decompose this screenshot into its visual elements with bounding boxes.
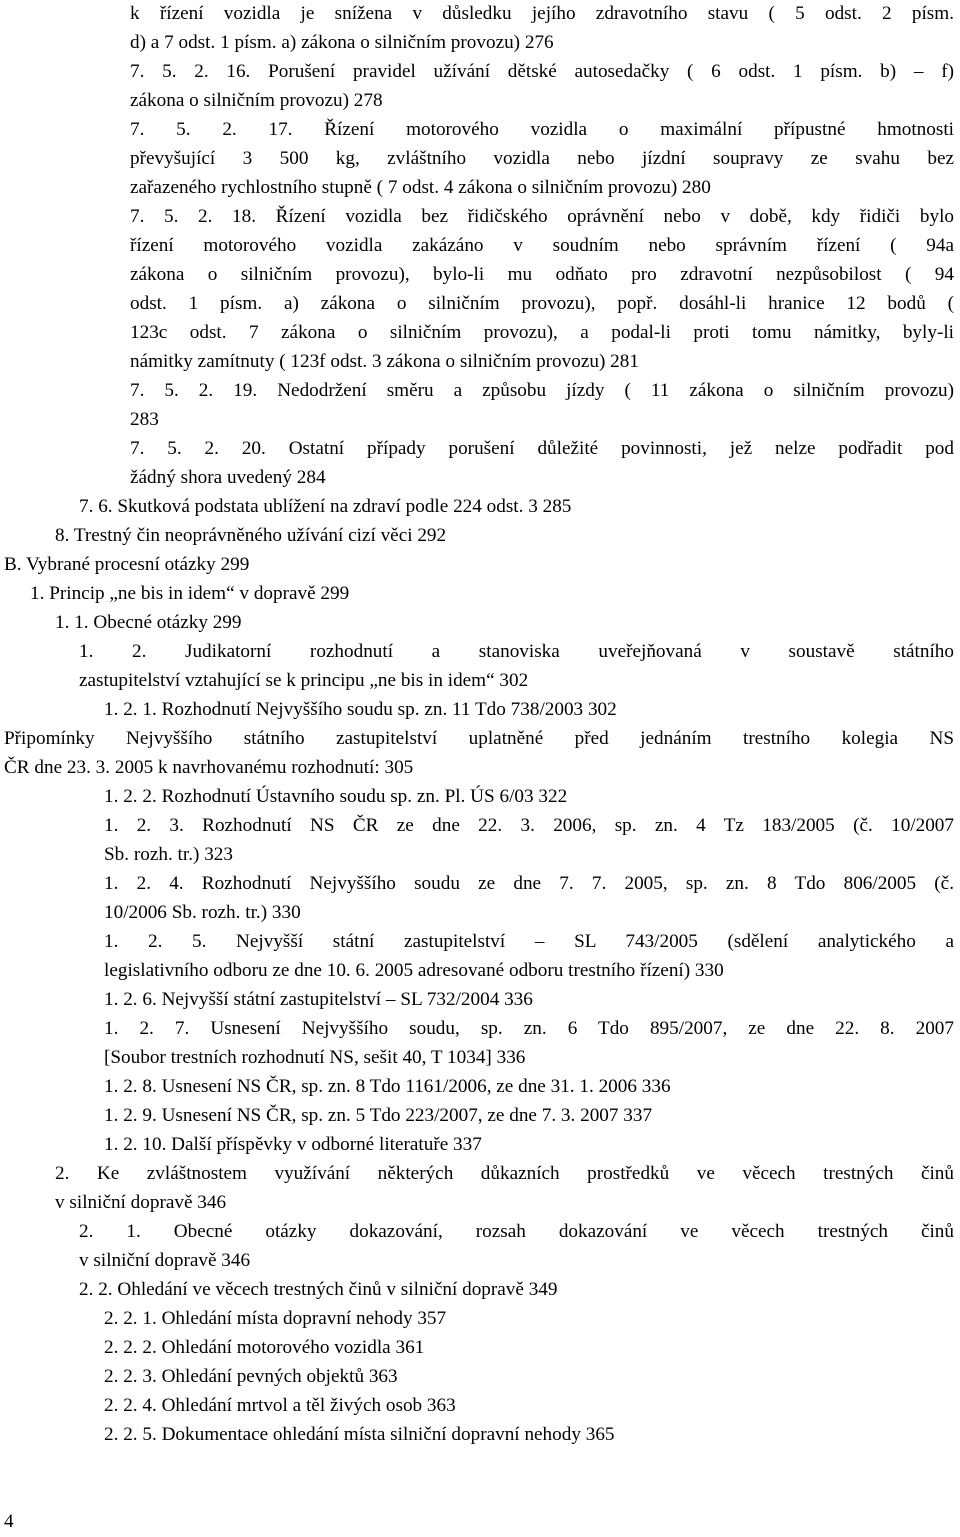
toc-line: 7. 6. Skutková podstata ublížení na zdraví podle 224 odst. 3 285 [79, 496, 572, 517]
toc-line: 1. 2. 4. Rozhodnutí Nejvyššího soudu ze dne 7. 7. 2005, sp. zn. 8 Tdo 806/2005 (č. [104, 873, 954, 894]
toc-entry [55, 1159, 954, 1217]
toc-entry [104, 1101, 954, 1130]
toc-line: 7. 5. 2. 16. Porušení pravidel užívání dětské autosedačky ( 6 odst. 1 písm. b) – f) [130, 61, 954, 82]
toc-line: 2. 2. 3. Ohledání pevných objektů 363 [104, 1366, 398, 1387]
toc-line: 1. 2. 1. Rozhodnutí Nejvyššího soudu sp. zn. 11 Tdo 738/2003 302 [104, 699, 617, 720]
toc-entry [4, 724, 954, 782]
toc-entry [130, 434, 954, 492]
toc-entry [79, 1275, 954, 1304]
toc-line: 2. 2. 5. Dokumentace ohledání místa silniční dopravní nehody 365 [104, 1424, 615, 1445]
toc-line: 10/2006 Sb. rozh. tr.) 330 [104, 902, 301, 923]
toc-entry [104, 1391, 954, 1420]
toc-line: legislativního odboru ze dne 10. 6. 2005 adresované odboru trestního řízení) 330 [104, 960, 724, 981]
toc-line: 1. 2. 7. Usnesení Nejvyššího soudu, sp. zn. 6 Tdo 895/2007, ze dne 22. 8. 2007 [104, 1018, 954, 1039]
toc-line: 7. 5. 2. 20. Ostatní případy porušení důležité povinnosti, jež nelze podřadit pod [130, 438, 954, 459]
toc-line: 2. Ke zvláštnostem využívání některých důkazních prostředků ve věcech trestných činů [55, 1163, 954, 1184]
toc-entry [104, 811, 954, 869]
toc-line: k řízení vozidla je snížena v důsledku jejího zdravotního stavu ( 5 odst. 2 písm. [130, 3, 954, 24]
toc-line: 1. 2. 6. Nejvyšší státní zastupitelství – SL 732/2004 336 [104, 989, 533, 1010]
toc-line: v silniční dopravě 346 [79, 1250, 251, 1271]
toc-line: 1. 2. 3. Rozhodnutí NS ČR ze dne 22. 3. 2006, sp. zn. 4 Tz 183/2005 (č. 10/2007 [104, 815, 954, 836]
toc-entry [30, 579, 954, 608]
toc-entry [104, 985, 954, 1014]
toc-line: v silniční dopravě 346 [55, 1192, 227, 1213]
toc-entry [55, 608, 954, 637]
toc-entry [79, 492, 954, 521]
toc-line: zařazeného rychlostního stupně ( 7 odst. 4 zákona o silničním provozu) 280 [130, 177, 711, 198]
toc-entry [104, 869, 954, 927]
toc-entry [55, 521, 954, 550]
toc-entry [104, 1014, 954, 1072]
toc-line: 7. 5. 2. 17. Řízení motorového vozidla o maximální přípustné hmotnosti [130, 119, 954, 140]
toc-line: 8. Trestný čin neoprávněného užívání cizí věci 292 [55, 525, 447, 546]
toc-line: Sb. rozh. tr.) 323 [104, 844, 233, 865]
toc-entry [130, 115, 954, 202]
toc-line: 2. 1. Obecné otázky dokazování, rozsah dokazování ve věcech trestných činů [79, 1221, 954, 1242]
toc-line: převyšující 3 500 kg, zvláštního vozidla nebo jízdní soupravy ze svahu bez [130, 148, 954, 169]
toc-entry [130, 57, 954, 115]
toc-line: 1. 1. Obecné otázky 299 [55, 612, 242, 633]
page-number: 4 [4, 1511, 14, 1532]
toc-entry [104, 1304, 954, 1333]
toc-line: ČR dne 23. 3. 2005 k navrhovanému rozhodnutí: 305 [4, 757, 414, 778]
toc-entry [79, 1217, 954, 1275]
toc-line: 2. 2. 1. Ohledání místa dopravní nehody 357 [104, 1308, 447, 1329]
toc-line: zákona o silničním provozu) 278 [130, 90, 383, 111]
toc-line: d) a 7 odst. 1 písm. a) zákona o silničním provozu) 276 [130, 32, 554, 53]
toc-line: 1. 2. 5. Nejvyšší státní zastupitelství – SL 743/2005 (sdělení analytického a [104, 931, 954, 952]
toc-entry [104, 1333, 954, 1362]
toc-line: žádný shora uvedený 284 [130, 467, 326, 488]
toc-line: 1. 2. 9. Usnesení NS ČR, sp. zn. 5 Tdo 223/2007, ze dne 7. 3. 2007 337 [104, 1105, 653, 1126]
toc-line: 1. 2. Judikatorní rozhodnutí a stanoviska uveřejňovaná v soustavě státního [79, 641, 954, 662]
toc-entry [104, 1130, 954, 1159]
toc-line: [Soubor trestních rozhodnutí NS, sešit 40, T 1034] 336 [104, 1047, 526, 1068]
toc-entry [130, 0, 954, 57]
toc-line: 1. Princip „ne bis in idem“ v dopravě 299 [30, 583, 350, 604]
toc-line: Připomínky Nejvyššího státního zastupitelství uplatněné před jednáním trestního kolegia NS [4, 728, 954, 749]
toc-entry [104, 1420, 954, 1449]
toc-line: odst. 1 písm. a) zákona o silničním provozu), popř. dosáhl-li hranice 12 bodů ( [130, 293, 954, 314]
toc-line: 1. 2. 8. Usnesení NS ČR, sp. zn. 8 Tdo 1161/2006, ze dne 31. 1. 2006 336 [104, 1076, 671, 1097]
toc-entry [104, 1362, 954, 1391]
toc-line: námitky zamítnuty ( 123f odst. 3 zákona o silničním provozu) 281 [130, 351, 639, 372]
toc-entry [130, 376, 954, 434]
toc-entry [104, 695, 954, 724]
toc-line: zákona o silničním provozu), bylo-li mu odňato pro zdravotní nezpůsobilost ( 94 [130, 264, 954, 285]
toc-line: 2. 2. 2. Ohledání motorového vozidla 361 [104, 1337, 425, 1358]
toc-line: 7. 5. 2. 19. Nedodržení směru a způsobu jízdy ( 11 zákona o silničním provozu) [130, 380, 954, 401]
toc-line: 283 [130, 409, 159, 430]
toc-entry [130, 202, 954, 376]
toc-entry [104, 782, 954, 811]
toc-line: 2. 2. 4. Ohledání mrtvol a těl živých osob 363 [104, 1395, 456, 1416]
toc-entry [104, 1072, 954, 1101]
toc-line: 7. 5. 2. 18. Řízení vozidla bez řidičského oprávnění nebo v době, kdy řidiči bylo [130, 206, 954, 227]
toc-line: B. Vybrané procesní otázky 299 [4, 554, 250, 575]
toc-line: 2. 2. Ohledání ve věcech trestných činů v silniční dopravě 349 [79, 1279, 558, 1300]
toc-entry [104, 927, 954, 985]
toc-line: řízení motorového vozidla zakázáno v soudním nebo správním řízení ( 94a [130, 235, 954, 256]
toc-line: 123c odst. 7 zákona o silničním provozu), a podal-li proti tomu námitky, byly-li [130, 322, 954, 343]
toc-entry [4, 550, 954, 579]
toc-line: 1. 2. 10. Další příspěvky v odborné literatuře 337 [104, 1134, 482, 1155]
toc-entry [79, 637, 954, 695]
toc-line: zastupitelství vztahující se k principu „ne bis in idem“ 302 [79, 670, 529, 691]
toc-line: 1. 2. 2. Rozhodnutí Ústavního soudu sp. zn. Pl. ÚS 6/03 322 [104, 786, 568, 807]
